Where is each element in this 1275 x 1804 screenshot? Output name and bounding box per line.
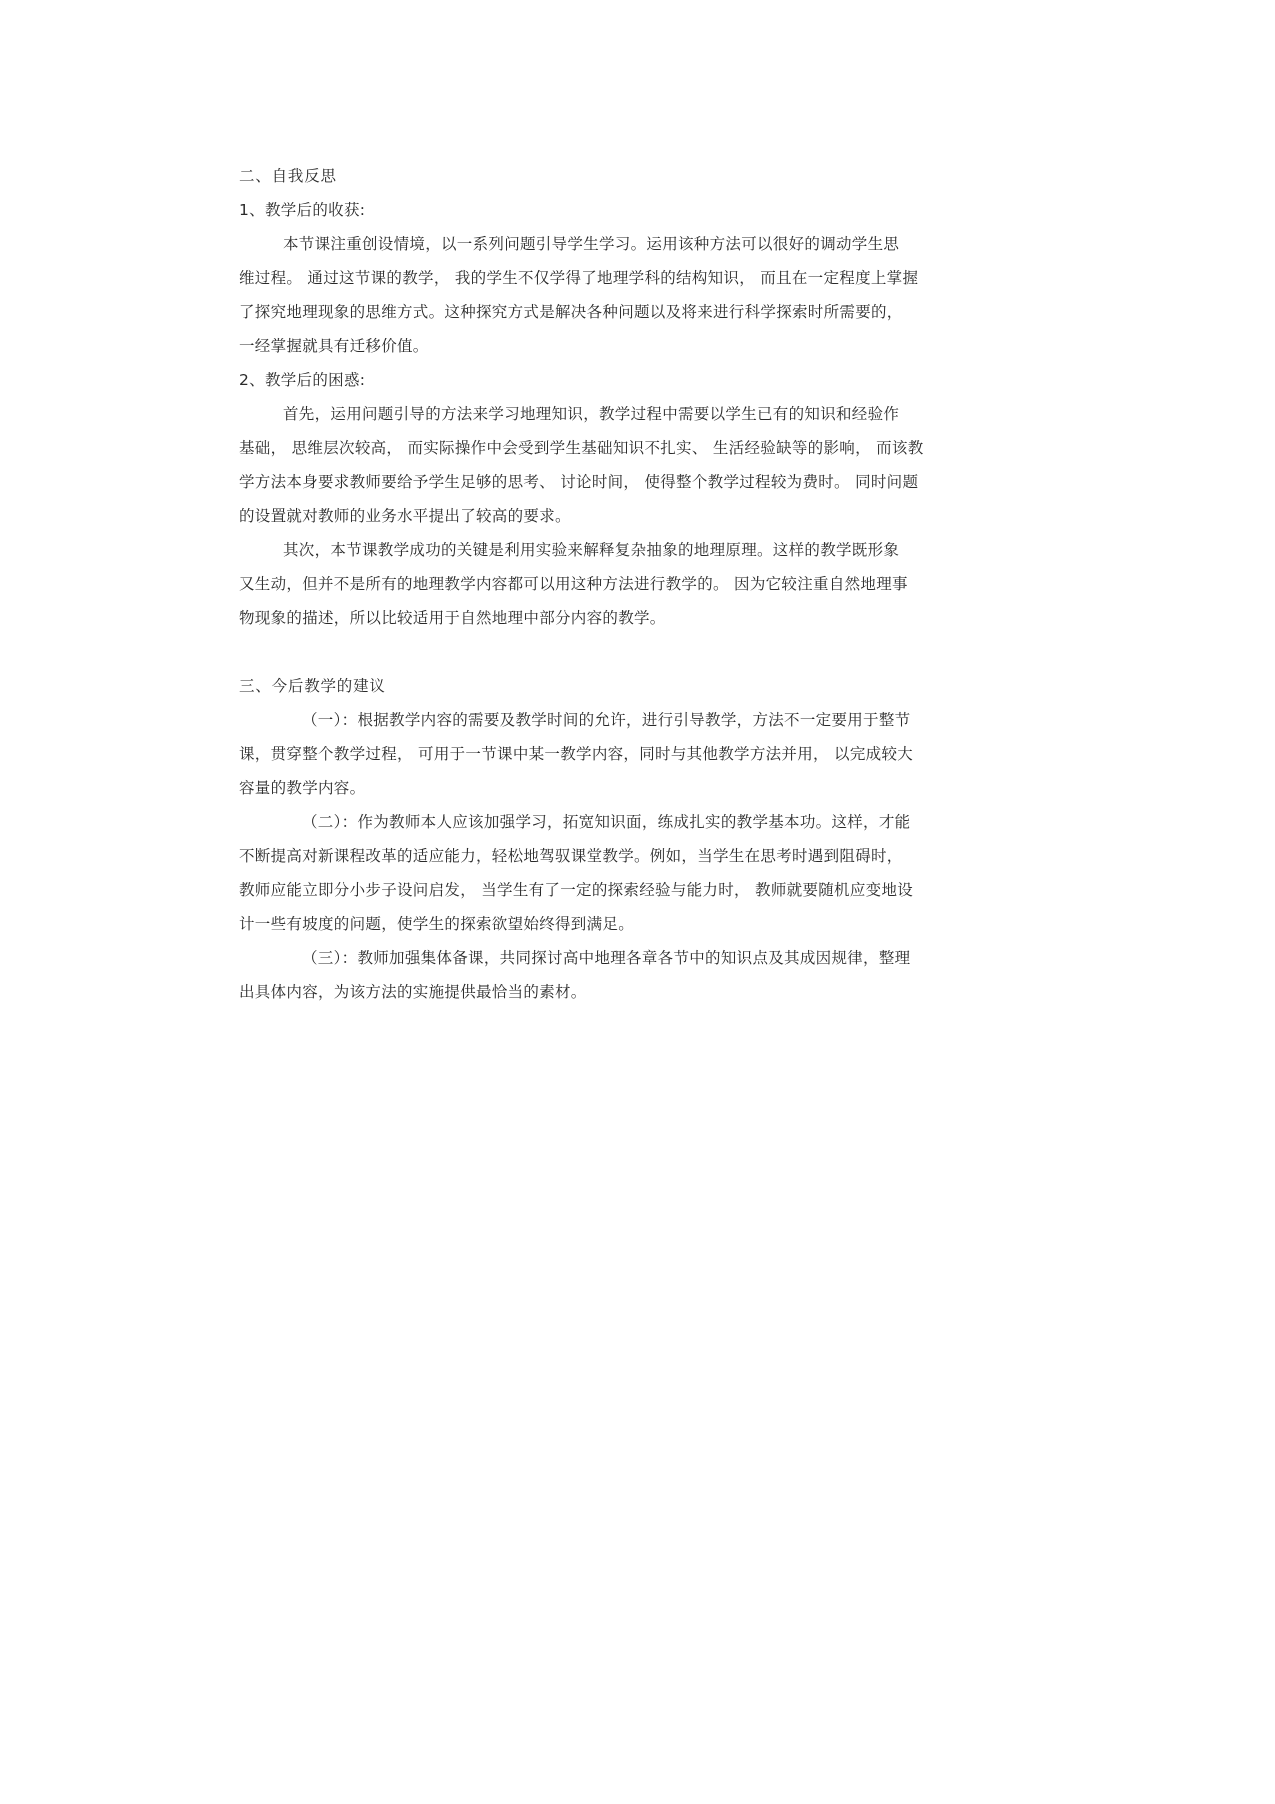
paragraph-line: 了探究地理现象的思维方式。这种探究方式是解决各种问题以及将来进行科学探索时所需要的， — [239, 303, 903, 321]
paragraph-line: 不断提高对新课程改革的适应能力，轻松地驾驭课堂教学。例如，当学生在思考时遇到阻碍时， — [239, 847, 903, 865]
paragraph-line: （三）：教师加强集体备课，共同探讨高中地理各章各节中的知识点及其成因规律，整理 — [302, 949, 911, 967]
subheading-confusions: 2、教学后的困惑: — [239, 371, 366, 389]
paragraph-line: 基础， 思维层次较高， 而实际操作中会受到学生基础知识不扎实、 生活经验缺等的影响， 而该教 — [239, 439, 924, 457]
paragraph-line: 维过程。 通过这节课的教学， 我的学生不仅学得了地理学科的结构知识， 而且在一定程度上掌握 — [239, 269, 919, 287]
paragraph-line: 学方法本身要求教师要给予学生足够的思考、 讨论时间， 使得整个教学过程较为费时。 同时问题 — [239, 473, 919, 491]
section-heading-reflection: 二、自我反思 — [239, 167, 337, 185]
paragraph-line: 物现象的描述，所以比较适用于自然地理中部分内容的教学。 — [239, 609, 666, 627]
paragraph-line: 课，贯穿整个教学过程， 可用于一节课中某一教学内容，同时与其他教学方法并用， 以完成较大 — [239, 745, 914, 763]
paragraph-line: 本节课注重创设情境，以一系列问题引导学生学习。运用该种方法可以很好的调动学生思 — [283, 235, 900, 253]
paragraph-line: 的设置就对教师的业务水平提出了较高的要求。 — [239, 507, 571, 525]
paragraph-line: 一经掌握就具有迁移价值。 — [239, 337, 429, 355]
document-body — [239, 166, 1039, 1016]
paragraph-line: 出具体内容，为该方法的实施提供最恰当的素材。 — [239, 983, 587, 1001]
subheading-gains: 1、教学后的收获: — [239, 201, 366, 219]
paragraph-line: （二）：作为教师本人应该加强学习，拓宽知识面，练成扎实的教学基本功。这样，才能 — [302, 813, 911, 831]
section-heading-suggestions: 三、今后教学的建议 — [239, 677, 386, 695]
paragraph-line: 首先，运用问题引导的方法来学习地理知识，教学过程中需要以学生已有的知识和经验作 — [283, 405, 900, 423]
paragraph-line: 教师应能立即分小步子设问启发， 当学生有了一定的探索经验与能力时， 教师就要随机应变地设 — [239, 881, 914, 899]
paragraph-line: 其次，本节课教学成功的关键是利用实验来解释复杂抽象的地理原理。这样的教学既形象 — [283, 541, 900, 559]
paragraph-line: 计一些有坡度的问题，使学生的探索欲望始终得到满足。 — [239, 915, 635, 933]
paragraph-line: （一）：根据教学内容的需要及教学时间的允许，进行引导教学，方法不一定要用于整节 — [302, 711, 911, 729]
section-spacer — [239, 642, 1039, 676]
paragraph-line: 容量的教学内容。 — [239, 779, 366, 797]
paragraph-line: 又生动，但并不是所有的地理教学内容都可以用这种方法进行教学的。 因为它较注重自然地理事 — [239, 575, 908, 593]
